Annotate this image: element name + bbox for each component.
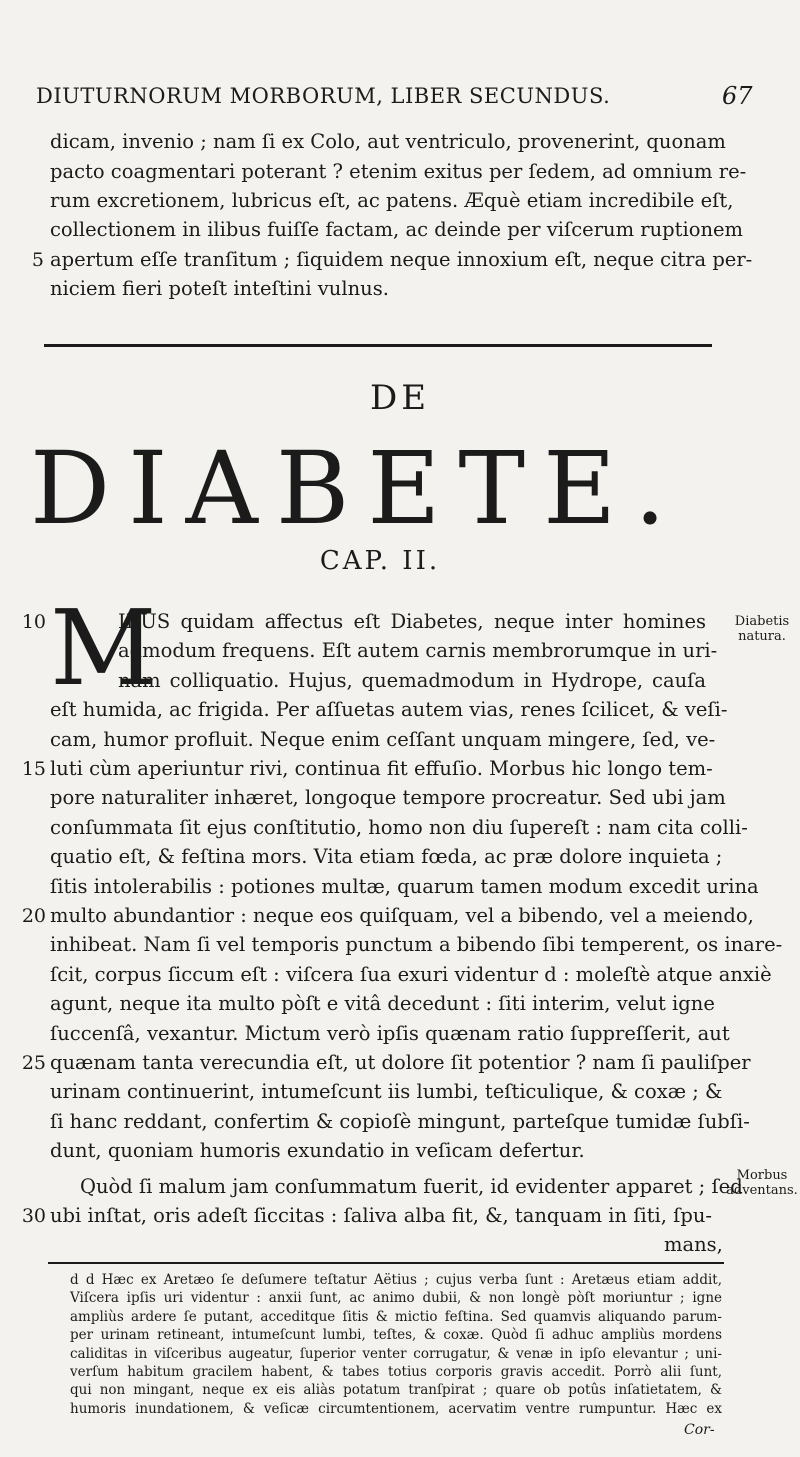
text-line: collectionem in ilibus fuiſſe factam, ac deinde per viſcerum ruptionem xyxy=(50,218,744,241)
footnote-rule xyxy=(48,1262,724,1264)
text-line: IRUS quidam affectus eſt Diabetes, neque inter homines xyxy=(118,610,706,633)
footnote-line: qui non mingant, neque ex eis aliàs potatum tranſpirat ; quare ob potûs inſatietatem, & xyxy=(70,1382,722,1399)
margin-note-morbus-adventans: Morbus adventans. xyxy=(726,1168,798,1198)
footnote-line: d d Hæc ex Aretæo ſe deſumere teſtatur Aëtius ; cujus verba ſunt : Aretæus etiam addit, xyxy=(70,1272,722,1288)
text-line: ſuccenſâ, vexantur. Mictum verò ipſis quænam ratio ſuppreſſerit, aut xyxy=(50,1021,730,1045)
text-line: luti cùm aperiuntur rivi, continua fit effuſio. Morbus hic longo tem- xyxy=(50,757,713,780)
footnote-line: verſum habitum gracilem habent, & tabes totius corporis gravis accedit. Porrò alii ſunt, xyxy=(70,1364,722,1380)
text-line: cam, humor profluit. Neque enim ceſſant unquam mingere, ſed, ve- xyxy=(50,727,716,751)
text-line: apertum eſſe tranſitum ; ſiquidem neque innoxium eſt, neque citra per- xyxy=(50,248,753,271)
line-number: 30 xyxy=(21,1205,46,1227)
chapter-heading: CAP. II. xyxy=(319,546,441,576)
section-rule xyxy=(44,344,712,347)
text-line: quatio eſt, & feſtina mors. Vita etiam fœda, ac præ dolore inquieta ; xyxy=(50,845,723,869)
text-line: multo abundantior : neque eos quiſquam, vel a bibendo, vel a meiendo, xyxy=(50,904,754,927)
text-line: urinam continuerint, intumeſcunt iis lumbi, teſticulique, & coxæ ; & xyxy=(50,1080,723,1104)
running-head: DIUTURNORUM MORBORUM, LIBER SECUNDUS. xyxy=(36,84,611,108)
line-number: 10 xyxy=(21,611,46,633)
footnote-line: per urinam retineant, intumeſcunt lumbi, teſtes, & coxæ. Quòd ſi adhuc ampliùs mordens xyxy=(70,1327,722,1344)
text-line: inhibeat. Nam ſi vel temporis punctum a bibendo ſibi temperent, os inare- xyxy=(50,933,783,957)
text-line: nam colliquatio. Hujus, quemadmodum in Hydrope, cauſa xyxy=(118,668,706,692)
text-line: agunt, neque ita multo pòſt e vitâ decedunt : ſiti interim, velut igne xyxy=(50,992,715,1016)
title-diabete: DIABETE. xyxy=(30,430,684,547)
text-line: conſummata ſit ejus conſtitutio, homo non diu ſupereſt : nam cita colli- xyxy=(50,815,748,839)
text-line: pore naturaliter inhæret, longoque tempore procreatur. Sed ubi jam xyxy=(50,786,726,810)
text-line: Quòd ſi malum jam conſummatum fuerit, id evidenter apparet ; ſed xyxy=(80,1174,743,1198)
text-line: pacto coagmentari poterant ? etenim exitus per ſedem, ad omnium re- xyxy=(50,160,747,183)
text-line: ſitis intolerabilis : potiones multæ, quarum tamen modum excedit urina xyxy=(50,874,759,898)
text-line: niciem fieri poteſt inteſtini vulnus. xyxy=(50,277,389,300)
drop-cap: M xyxy=(50,587,157,709)
margin-note-diabetis-natura: Diabetis natura. xyxy=(734,614,790,644)
text-line: ſcit, corpus ſiccum eſt : viſcera ſua exuri videntur d : moleſtè atque anxiè xyxy=(50,962,772,986)
text-line: dunt, quoniam humoris exundatio in veſicam defertur. xyxy=(50,1139,585,1163)
line-number: 20 xyxy=(21,905,46,927)
catchword: Cor- xyxy=(684,1422,715,1438)
text-line: quænam tanta verecundia eſt, ut dolore ſit potentior ? nam ſi pauliſper xyxy=(50,1051,751,1074)
text-line: admodum frequens. Eſt autem carnis membrorumque in uri- xyxy=(118,639,718,663)
text-line: mans, xyxy=(664,1233,723,1257)
line-number: 25 xyxy=(21,1052,46,1074)
line-number: 15 xyxy=(21,758,46,780)
page-number: 67 xyxy=(722,82,753,110)
text-line: ubi inſtat, oris adeſt ſiccitas : ſaliva alba fit, &, tanquam in ſiti, ſpu- xyxy=(50,1204,713,1227)
text-line: rum excretionem, lubricus eſt, ac patens. Æquè etiam incredibile eſt, xyxy=(50,189,734,212)
line-number: 5 xyxy=(31,249,44,271)
text-line: eſt humida, ac frigida. Per aſſuetas autem vias, renes ſcilicet, & veſi- xyxy=(50,698,728,722)
text-line: ſi hanc reddant, confertim & copioſè mingunt, parteſque tumidæ ſubſi- xyxy=(50,1109,750,1133)
footnote-line: caliditas in viſceribus augeatur, ſuperior venter corrugatur, & venæ in ipſo elevantur ; uni- xyxy=(70,1345,722,1362)
footnote-line: humoris inundationem, & veſicæ circumtentionem, acervatim ventre rumpuntur. Hæc ex xyxy=(70,1400,722,1417)
title-de: DE xyxy=(369,378,431,418)
text-line: dicam, invenio ; nam ſi ex Colo, aut ventriculo, provenerint, quonam xyxy=(50,130,726,153)
footnote-line: ampliùs ardere ſe putant, acceditque ſitis & mictio feſtina. Sed quamvis aliquando parum- xyxy=(70,1308,722,1325)
footnote-line: Viſcera ipſis uri videntur : anxii ſunt, ac animo dubii, & non longè pòſt moriuntur ; igne xyxy=(70,1290,722,1307)
